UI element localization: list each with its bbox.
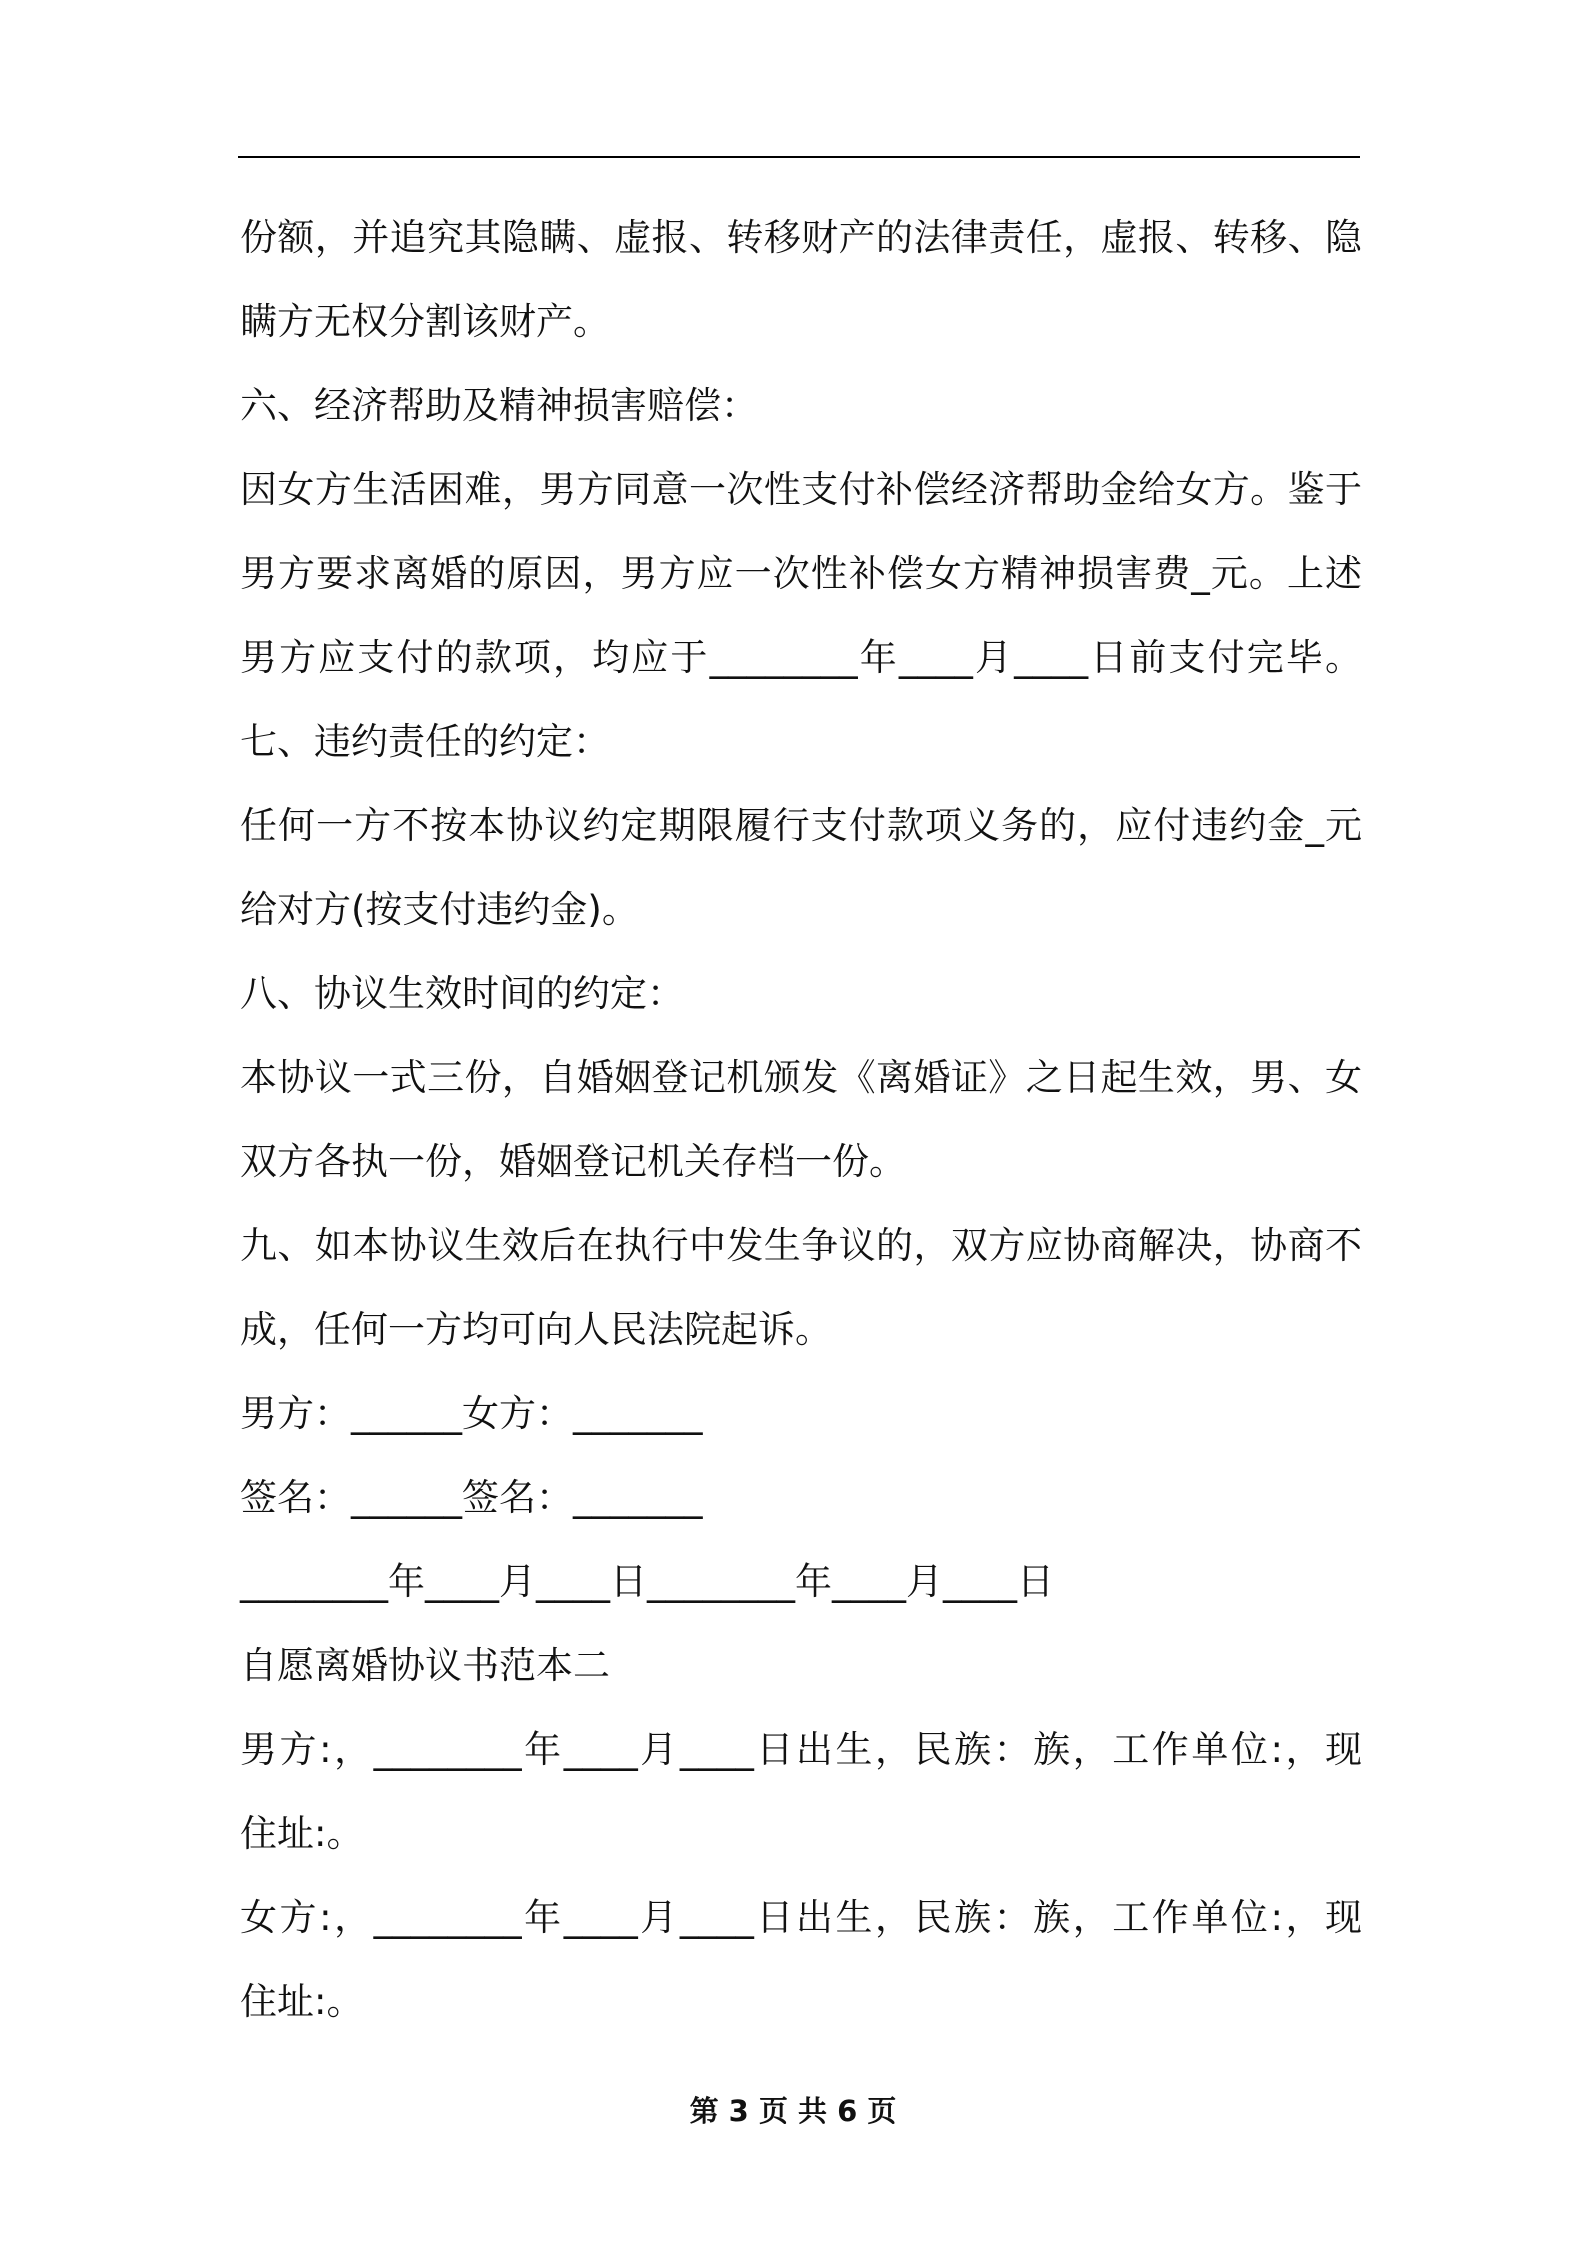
section-heading-9: 九、如本协议生效后在执行中发生争议的，双方应协商解决，协商不 [240,1224,1362,1267]
paragraph-line-2: 瞒方无权分割该财产。 [240,300,610,343]
male-party-info-line: 男方:，________年____月____日出生，民族：族，工作单位:，现 [240,1728,1362,1771]
paragraph-line-8: 任何一方不按本协议约定期限履行支付款项义务的，应付违约金_元 [240,804,1362,847]
sample-two-title: 自愿离婚协议书范本二 [240,1644,610,1687]
header-rule [238,156,1360,158]
paragraph-line-1: 份额，并追究其隐瞒、虚报、转移财产的法律责任，虚报、转移、隐 [240,216,1362,259]
paragraph-line-9: 给对方(按支付违约金)。 [240,888,639,931]
female-party-address-line: 住址:。 [240,1980,364,2023]
date-line: ________年____月____日________年____月____日 [240,1560,1054,1603]
paragraph-line-4: 因女方生活困难，男方同意一次性支付补偿经济帮助金给女方。鉴于 [240,468,1362,511]
section-heading-7: 七、违约责任的约定： [240,720,610,763]
paragraph-line-11: 本协议一式三份，自婚姻登记机颁发《离婚证》之日起生效，男、女 [240,1056,1362,1099]
paragraph-line-6: 男方应支付的款项，均应于________年____月____日前支付完毕。 [240,636,1362,679]
female-party-info-line: 女方:，________年____月____日出生，民族：族，工作单位:，现 [240,1896,1362,1939]
paragraph-line-14: 成，任何一方均可向人民法院起诉。 [240,1308,832,1351]
page-number-footer: 第 3 页 共 6 页 [689,2094,897,2128]
male-party-address-line: 住址:。 [240,1812,364,1855]
paragraph-line-12: 双方各执一份，婚姻登记机关存档一份。 [240,1140,906,1183]
signature-line: 签名：______签名：_______ [240,1476,703,1519]
section-heading-8: 八、协议生效时间的约定： [240,972,684,1015]
party-names-line: 男方：______女方：_______ [240,1392,703,1435]
section-heading-6: 六、经济帮助及精神损害赔偿： [240,384,758,427]
paragraph-line-5: 男方要求离婚的原因，男方应一次性补偿女方精神损害费_元。上述 [240,552,1362,595]
document-body [240,196,1362,2044]
